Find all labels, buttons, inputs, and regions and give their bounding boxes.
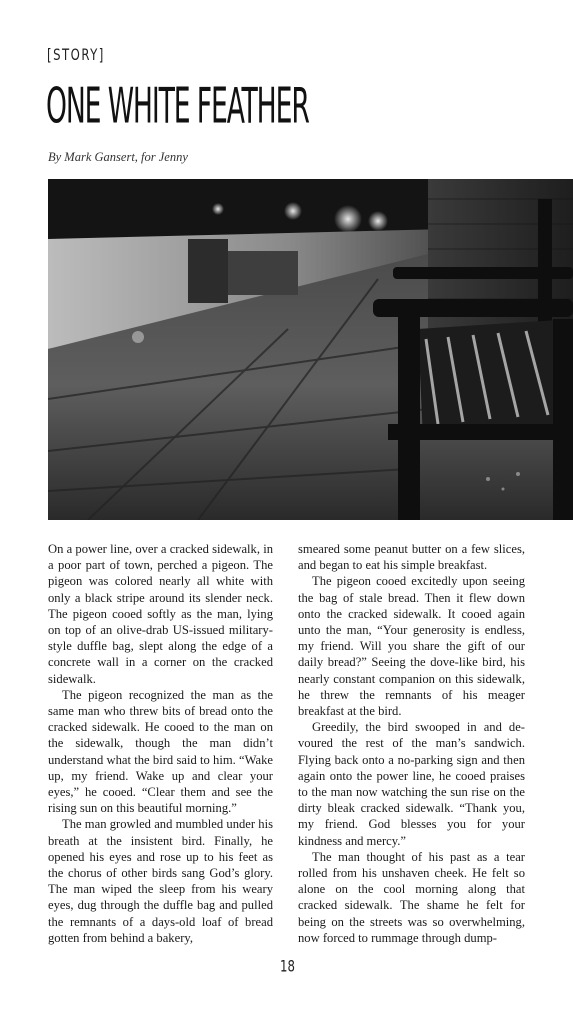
article-photo [48, 179, 573, 520]
byline: By Mark Gansert, for Jenny [48, 150, 188, 164]
right-column [298, 541, 525, 946]
left-column [48, 541, 273, 946]
paragraph: On a power line, over a cracked sidewalk, in a poor part of town, perched a pigeon. The pigeon was colored nearly all white with only a black stripe around its slender neck. The pigeon cooed softly as the man, lying on top of an olive-drab US-issued military-style duffle bag, slept along the edge of a concrete wall in a corner on the cracked sidewalk. [48, 542, 273, 686]
section-tag: [STORY] [47, 46, 105, 65]
paragraph: The pigeon recognized the man as the same man who threw bits of bread onto the cracked sidewalk. He cooed to the man on the sidewalk, though the man didn’t understand what the bird said to him. “Wake up, my friend. Wake up and clear your eyes,” he cooed. “Clear them and see the rising sun on this beautiful morning.” [48, 687, 273, 816]
paragraph: The pigeon cooed excitedly upon seeing the bag of stale bread. Then it flew down onto the cracked sidewalk. It cooed again unto the man, “Your generosity is endless, my friend. Will you share the gift of our daily bread?” Seeing the dove-like bird, his nearly constant companion on this sidewalk, he threw the remnants of his meager breakfast at the bird. [298, 574, 525, 719]
article-title: ONE WHITE FEATHER [46, 78, 309, 135]
paragraph: smeared some peanut butter on a few slices, and began to eat his simple breakfast. [298, 542, 525, 573]
paragraph: The man growled and mumbled under his breath at the insistent bird. Finally, he opened his eyes and rose up to his feet as the chorus of other birds sang God’s glory. The man wiped the sleep from his weary eyes, dug through the duffle bag and pulled the remnants of a days-old loaf of bread gotten from behind a bakery, [48, 817, 273, 945]
paragraph: Greedily, the bird swooped in and devoured the rest of the man’s sandwich. Flying back onto a no-parking sign and then again onto the power line, he cooed praises to the man now watching the sun rise on the dirty bleak cracked sidewalk. “Thank you, my friend. God blesses you for your kindness and mercy.” [298, 720, 525, 848]
paragraph: The man thought of his past as a tear rolled from his unshaven cheek. He felt so alone on the cool morning along that cracked sidewalk. The shame he felt for being on the streets was so overwhelming, now forced to rummage through dump- [298, 849, 525, 945]
page-number: 18 [280, 958, 295, 977]
